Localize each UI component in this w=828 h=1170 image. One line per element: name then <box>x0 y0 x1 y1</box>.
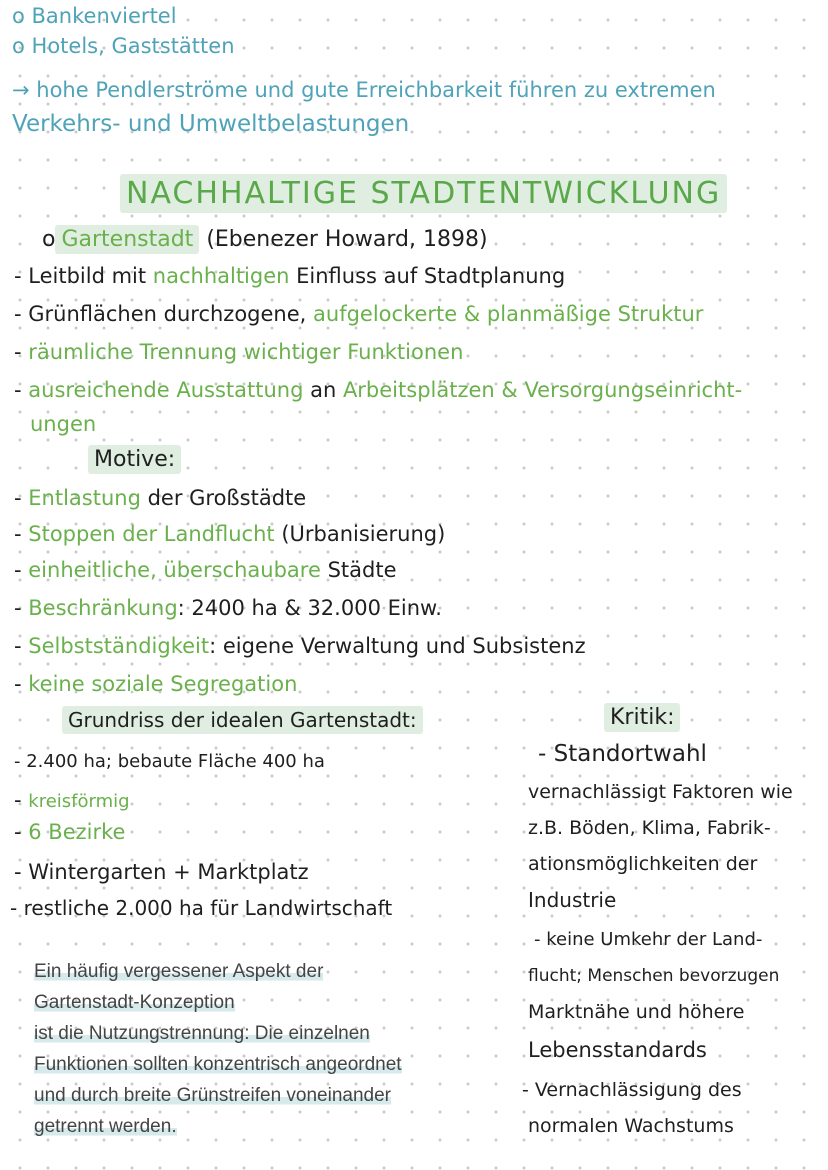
term-bezirke: 6 Bezirke <box>28 820 126 844</box>
grundriss-4: - Wintergarten + Marktplatz <box>14 860 309 884</box>
kritik-11: normalen Wachstums <box>528 1115 734 1137</box>
note-line <box>34 1111 494 1142</box>
grundriss-3 <box>14 818 125 846</box>
dash: - <box>14 672 29 696</box>
text: - Grünflächen durchzogene, <box>14 302 314 326</box>
term-arbeitsplaetze: Arbeitsplätzen & Versorgungseinricht- <box>342 378 743 402</box>
note-line-text: und durch breite Grünstreifen voneinander <box>34 1085 392 1106</box>
note-line-text: getrennt werden. <box>34 1116 177 1137</box>
bullet-hotels: o Hotels, Gaststätten <box>12 34 235 58</box>
kritik-3: z.B. Böden, Klima, Fabrik- <box>528 817 771 839</box>
term-entlastung: Entlastung <box>28 486 141 510</box>
text: an <box>303 378 343 402</box>
motive-heading-text: Motive: <box>88 445 181 474</box>
gartenstadt-heading <box>42 226 488 254</box>
gartenstadt-line-4-cont: ungen <box>30 412 97 436</box>
dash: - <box>14 486 29 510</box>
term-ausstattung: ausreichende Ausstattung <box>28 378 304 402</box>
gartenstadt-line-2 <box>14 300 703 328</box>
note-line <box>34 1018 494 1049</box>
text: der Großstädte <box>140 486 307 510</box>
dash: - <box>14 558 29 582</box>
gartenstadt-line-3 <box>14 338 463 366</box>
note-line <box>34 987 494 1018</box>
kritik-9: Lebensstandards <box>528 1038 707 1062</box>
grundriss-2 <box>14 786 130 816</box>
note-line-text: ist die Nutzungstrennung: Die einzelnen <box>34 1023 370 1044</box>
dash: - <box>14 820 29 844</box>
arrow-line-2: Verkehrs- und Umweltbelastungen <box>12 111 410 137</box>
text: (Urbanisierung) <box>274 522 446 546</box>
dash: - <box>14 378 29 402</box>
title-text: NACHHALTIGE STADTENTWICKLUNG <box>120 174 727 213</box>
kritik-heading-text: Kritik: <box>604 703 680 732</box>
motive-4 <box>14 594 442 622</box>
motive-1 <box>14 484 306 512</box>
kritik-heading <box>604 704 680 732</box>
typed-note <box>34 956 494 1142</box>
grundriss-1: - 2.400 ha; bebaute Fläche 400 ha <box>14 751 325 772</box>
note-line-text: Funktionen sollten konzentrisch angeordnet <box>34 1054 402 1075</box>
term-segregation: keine soziale Segregation <box>28 672 298 696</box>
dash: - Leitbild mit <box>14 264 153 288</box>
term-einheitlich: einheitliche, überschaubare <box>28 558 321 582</box>
gartenstadt-line-1 <box>14 262 565 290</box>
grundriss-5: - restliche 2.000 ha für Landwirtschaft <box>10 896 393 920</box>
dash: - <box>14 634 29 658</box>
text: : 2400 ha & 32.000 Einw. <box>177 596 442 620</box>
grundriss-heading-text: Grundriss der idealen Gartenstadt: <box>62 706 423 734</box>
gartenstadt-line-4 <box>14 376 742 404</box>
dash: - <box>14 596 29 620</box>
motive-3 <box>14 556 396 584</box>
text: Städte <box>320 558 397 582</box>
gartenstadt-term: Gartenstadt <box>55 225 199 254</box>
grundriss-heading <box>62 706 423 734</box>
text: : eigene Verwaltung und Subsistenz <box>209 634 586 658</box>
dash: - <box>14 340 29 364</box>
note-line <box>34 1049 494 1080</box>
kritik-7: flucht; Menschen bevorzugen <box>528 966 780 986</box>
term-struktur: aufgelockerte & planmäßige Struktur <box>313 302 704 326</box>
gartenstadt-bullet: o <box>42 227 56 252</box>
note-line <box>34 956 494 987</box>
kritik-10: - Vernachlässigung des <box>522 1079 742 1101</box>
dash: - <box>14 788 29 812</box>
kritik-4: ationsmöglichkeiten der <box>528 853 758 875</box>
term-trennung: räumliche Trennung wichtiger Funktionen <box>28 340 464 364</box>
motive-2 <box>14 520 445 548</box>
arrow-line-1: → hohe Pendlerströme und gute Erreichbarkeit führen zu extremen <box>12 78 716 102</box>
kritik-5: Industrie <box>528 888 617 912</box>
kritik-6: - keine Umkehr der Land- <box>534 929 763 950</box>
motive-5 <box>14 632 586 660</box>
term-nachhaltigen: nachhaltigen <box>152 264 290 288</box>
kritik-1: - Standortwahl <box>538 741 707 767</box>
bullet-bankenviertel: o Bankenviertel <box>12 4 177 28</box>
gartenstadt-attribution: (Ebenezer Howard, 1898) <box>206 227 488 252</box>
dash: - <box>14 522 29 546</box>
term-kreisfoermig: kreisförmig <box>28 791 130 812</box>
term-landflucht: Stoppen der Landflucht <box>28 522 275 546</box>
motive-heading <box>88 446 181 474</box>
term-selbststaendigkeit: Selbstständigkeit <box>28 634 210 658</box>
page-title <box>120 176 727 211</box>
motive-6 <box>14 670 297 698</box>
text: Einfluss auf Stadtplanung <box>289 264 566 288</box>
note-line-text: Gartenstadt-Konzeption <box>34 992 235 1013</box>
note-line <box>34 1080 494 1111</box>
term-beschraenkung: Beschränkung <box>28 596 178 620</box>
kritik-2: vernachlässigt Faktoren wie <box>528 781 793 803</box>
kritik-8: Marktnähe und höhere <box>528 1001 745 1023</box>
note-line-text: Ein häufig vergessener Aspekt der <box>34 961 324 982</box>
